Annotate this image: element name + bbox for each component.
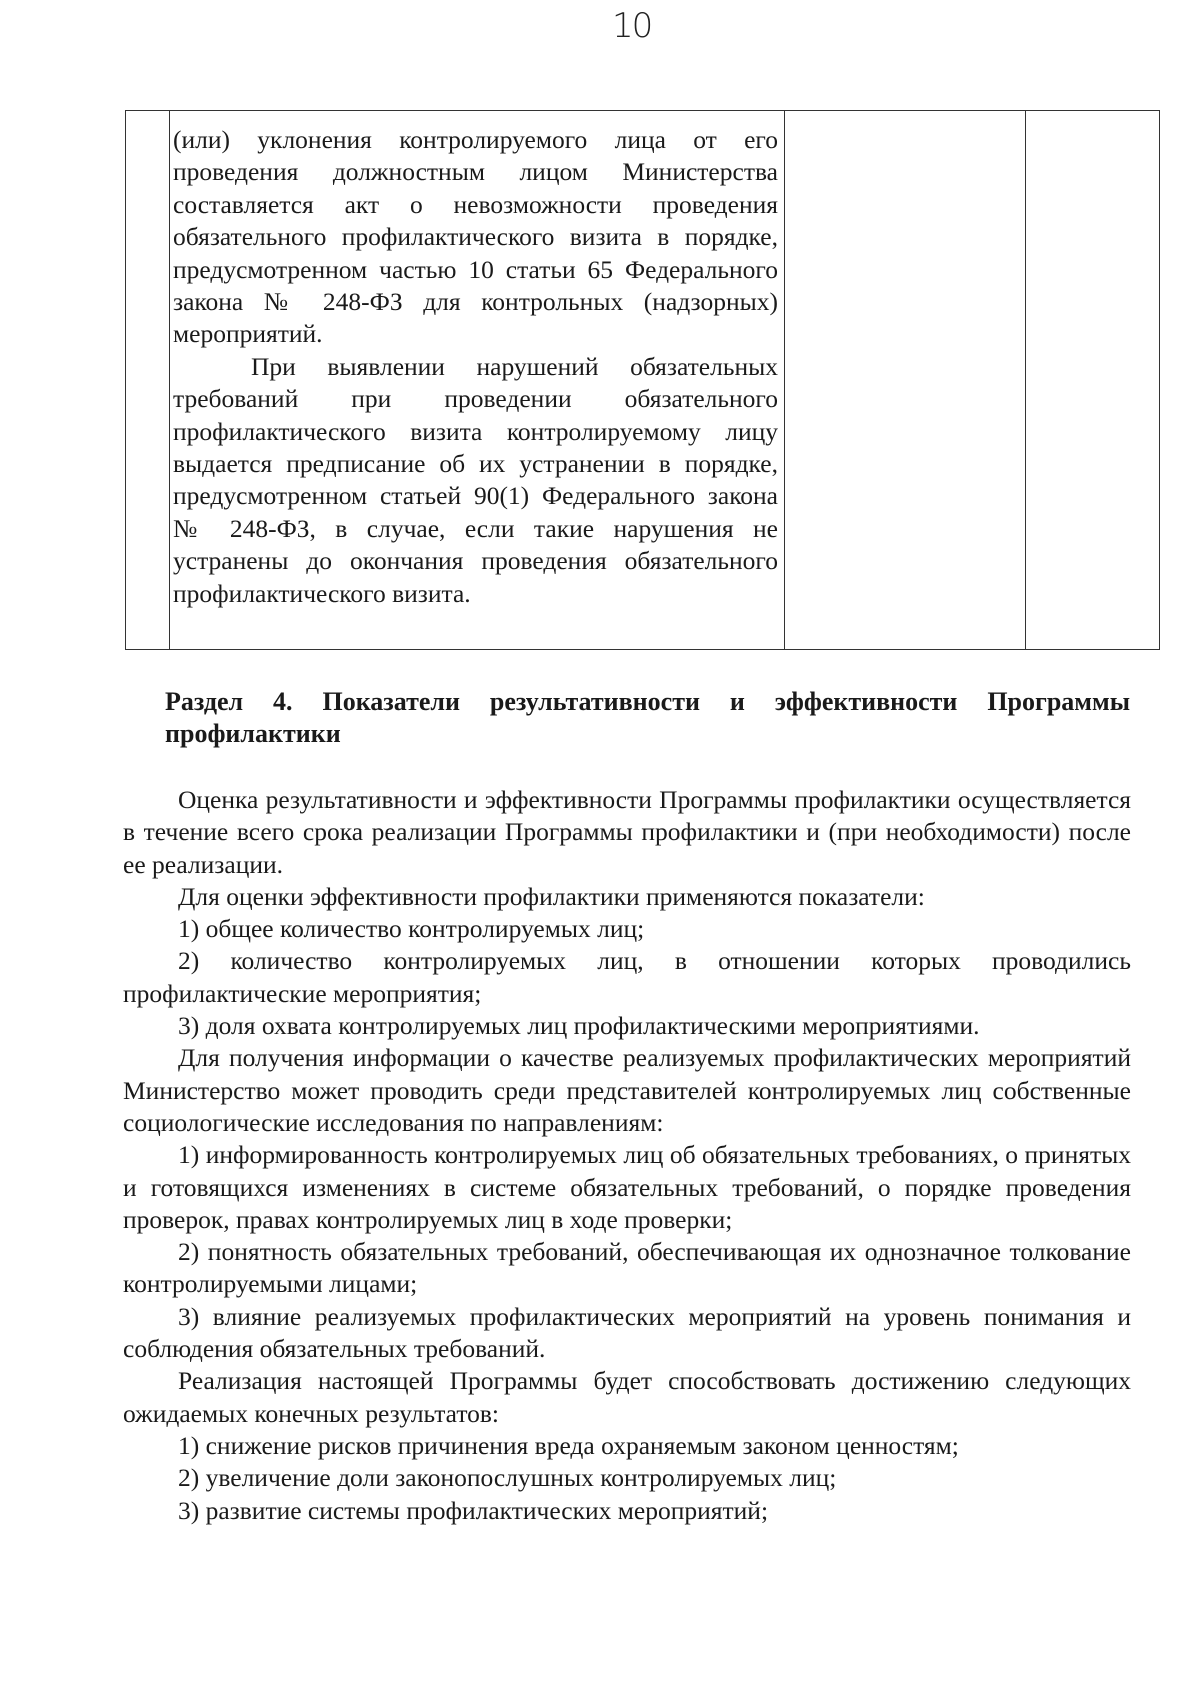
table-left-border bbox=[125, 110, 126, 650]
body-paragraph: 1) снижение рисков причинения вреда охраняемым законом ценностям; bbox=[178, 1430, 959, 1460]
body-paragraph: 2) понятность обязательных требований, обеспечивающая их однозначное толкование контролируемыми лицами; bbox=[123, 1237, 1131, 1299]
body-paragraph: Реализация настоящей Программы будет способствовать достижению следующих ожидаемых конечных результатов: bbox=[123, 1366, 1131, 1428]
section-title: Раздел 4. Показатели результативности и эффективности Программы профилактики bbox=[165, 687, 1130, 748]
body-paragraph: Оценка результативности и эффективности Программы профилактики осуществляется в течение всего срока реализации Программы профилактики и (при необходимости) после ее реализации. bbox=[123, 785, 1131, 879]
table-paragraph: При выявлении нарушений обязательных требований при проведении обязательного профилактического визита контролируемому лицу выдается предписание об их устранении в порядке, предусмотренном статьей 90(1) Федерального закона № 248-ФЗ, в случае, если такие нарушения не устранены до окончания проведения обязательного профилактического визита. bbox=[173, 351, 778, 608]
section-body bbox=[123, 784, 1131, 1527]
body-paragraph: 1) информированность контролируемых лиц об обязательных требованиях, о принятых и готовящихся изменениях в системе обязательных требований, о порядке проведения проверок, правах контролируемых лиц в ходе проверки; bbox=[123, 1140, 1131, 1234]
body-paragraph: 3) развитие системы профилактических мероприятий; bbox=[178, 1495, 769, 1525]
table-column-divider-3 bbox=[1025, 110, 1026, 650]
table-cell-text bbox=[173, 124, 778, 610]
body-paragraph: 2) увеличение доли законопослушных контролируемых лиц; bbox=[178, 1463, 837, 1493]
body-paragraph: Для оценки эффективности профилактики применяются показатели: bbox=[178, 881, 925, 911]
body-paragraph: 2) количество контролируемых лиц, в отношении которых проводились профилактические мероприятия; bbox=[123, 946, 1131, 1008]
table-top-border bbox=[125, 110, 1160, 111]
table-paragraph: (или) уклонения контролируемого лица от его проведения должностным лицом Министерства составляется акт о невозможности проведения обязательного профилактического визита в порядке, предусмотренном частью 10 статьи 65 Федерального закона № 248-ФЗ для контрольных (надзорных) мероприятий. bbox=[173, 125, 778, 349]
table-bottom-border bbox=[125, 649, 1160, 650]
table-fragment bbox=[125, 110, 1160, 650]
table-column-divider-2 bbox=[784, 110, 785, 650]
body-paragraph: Для получения информации о качестве реализуемых профилактических мероприятий Министерство может проводить среди представителей контролируемых лиц собственные социологические исследования по направлениям: bbox=[123, 1043, 1131, 1137]
body-paragraph: 3) доля охвата контролируемых лиц профилактическими мероприятиями. bbox=[178, 1011, 980, 1041]
table-right-border bbox=[1159, 110, 1160, 650]
body-paragraph: 3) влияние реализуемых профилактических мероприятий на уровень понимания и соблюдения обязательных требований. bbox=[123, 1301, 1131, 1364]
table-column-divider-1 bbox=[169, 110, 170, 650]
page-number: 10 bbox=[612, 6, 652, 46]
body-paragraph: 1) общее количество контролируемых лиц; bbox=[178, 914, 645, 944]
